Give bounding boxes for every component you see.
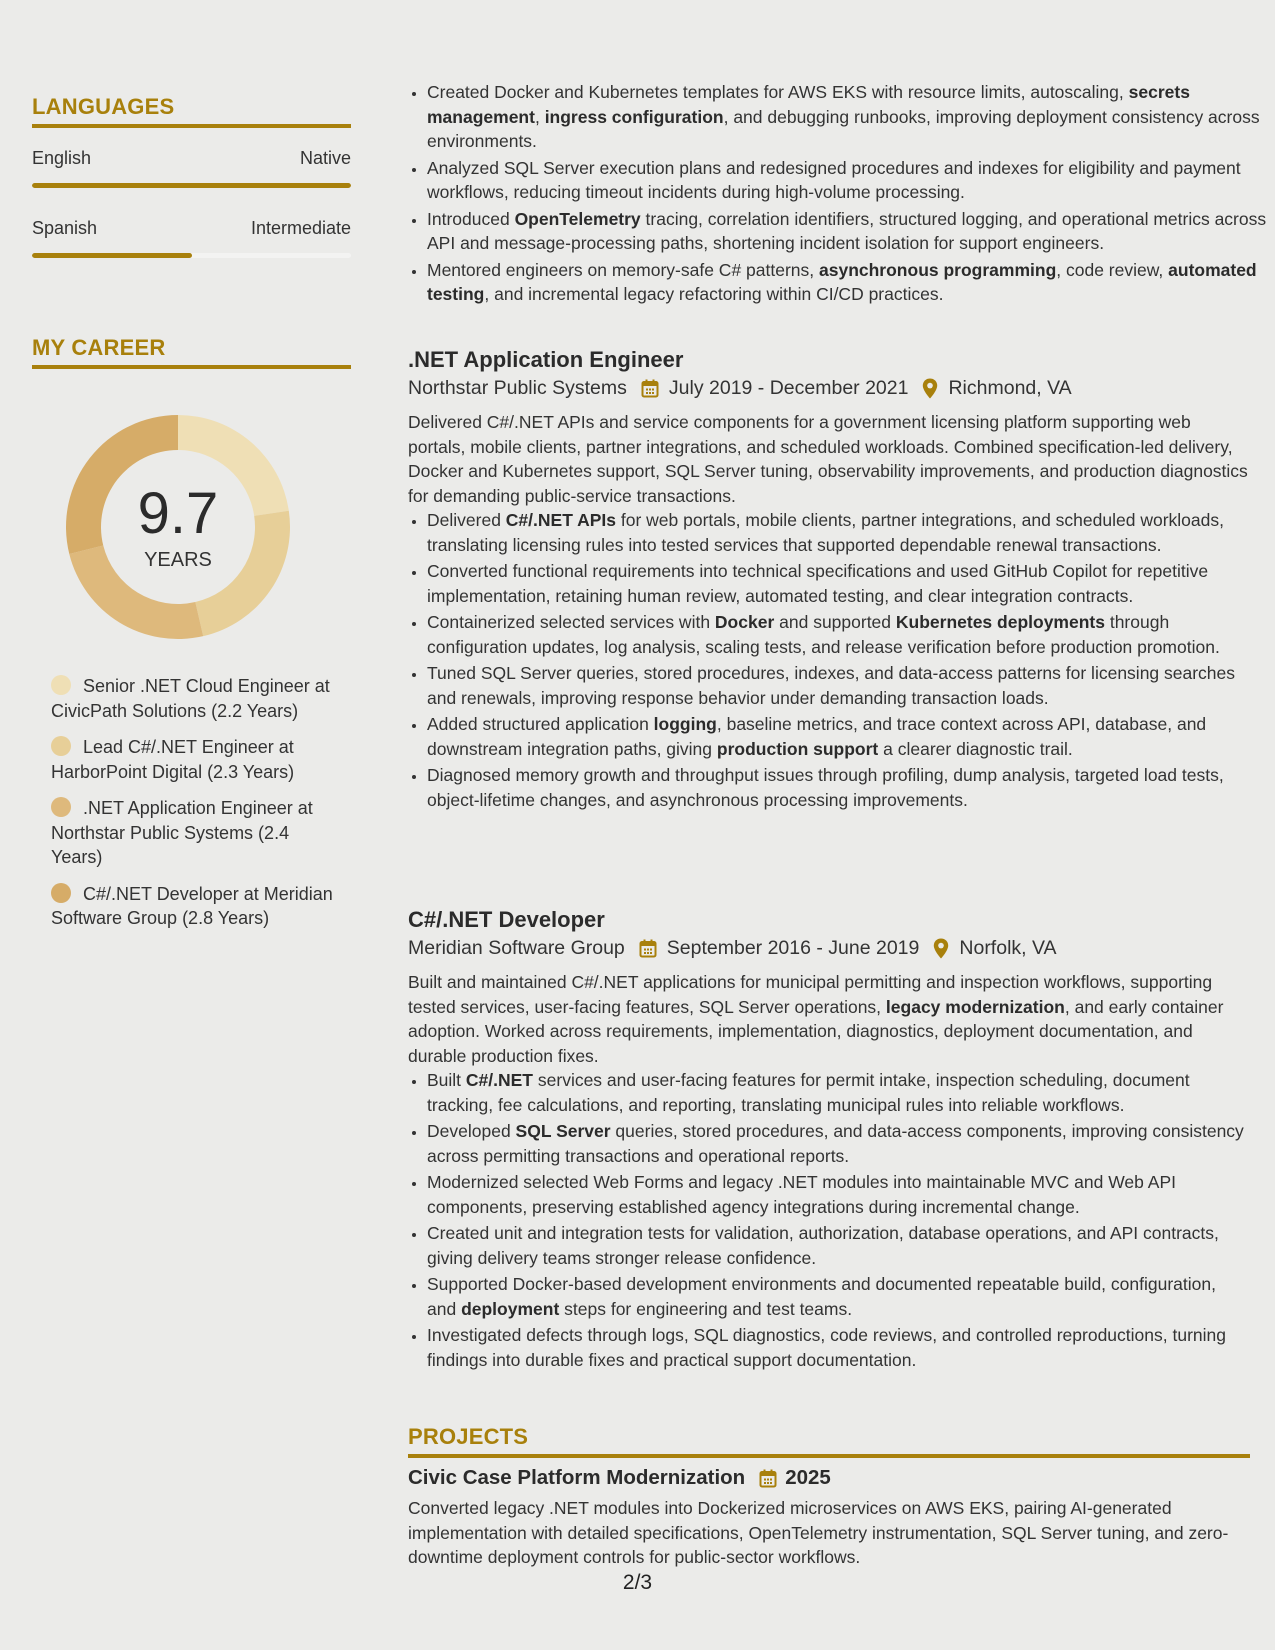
job-meta [408,377,1250,400]
job-dates: September 2016 - June 2019 [666,937,920,959]
languages-section [32,94,351,258]
job-bullets [408,1068,1250,1372]
career-legend [51,674,341,943]
language-item [32,218,351,258]
language-item [32,148,351,188]
job-bullets [408,508,1250,812]
legend-label: .NET Application Engineer at Northstar Public Systems (2.4 Years) [51,798,313,867]
bullet-item: • Created Docker and Kubernetes templates for AWS EKS with resource limits, autoscaling, secrets management, ingress configuration, and debugging runbooks, improving deployment consistency across environments. [427,80,1269,154]
bullet-item: • Containerized selected services with Docker and supported Kubernetes deployments through configuration updates, log analysis, scaling tests, and release verification before production promotion. [427,610,1250,659]
bullet-item: • Mentored engineers on memory-safe C# patterns, asynchronous programming, code review, automated testing, and incremental legacy refactoring within CI/CD practices. [427,258,1269,307]
project-name: Civic Case Platform Modernization [408,1466,746,1489]
legend-label: Senior .NET Cloud Engineer at CivicPath Solutions (2.2 Years) [51,676,330,721]
language-proficiency-fill [32,183,351,188]
legend-item [51,674,341,723]
job-location: Norfolk, VA [959,937,1057,959]
total-years-unit: YEARS [144,549,212,571]
donut-center [66,415,290,639]
legend-item [51,796,341,870]
previous-job-bullets [408,80,1269,309]
map-pin-icon [922,378,938,399]
job-title: .NET Application Engineer [408,347,684,372]
projects-section [408,1424,1250,1570]
project-description: Converted legacy .NET modules into Dockerized microservices on AWS EKS, pairing AI-generated implementation with detailed specifications, OpenTelemetry instrumentation, SQL Server tuning, and zero-downtime deployment controls for public-sector workflows. [408,1498,1229,1567]
career-section [32,335,351,369]
project-entry [408,1466,1250,1570]
legend-label: C#/.NET Developer at Meridian Software Group (2.8 Years) [51,883,333,928]
bullet-item: • Developed SQL Server queries, stored procedures, and data-access components, improving consistency across permitting transactions and operational reports. [427,1119,1250,1168]
job-entry [408,347,1250,814]
project-header [408,1466,1250,1490]
bullet-item: • Added structured application logging, baseline metrics, and trace context across API, database, and downstream integration paths, giving production support a clearer diagnostic trail. [427,712,1250,761]
legend-swatch [51,736,71,756]
legend-item [51,735,341,784]
bullet-item: • Analyzed SQL Server execution plans and redesigned procedures and indexes for eligibility and payment workflows, reducing timeout incidents during high-volume processing. [427,156,1269,205]
career-donut-chart [66,415,290,639]
language-level: Native [299,148,351,168]
language-name: English [32,148,92,168]
bullet-item: • Delivered C#/.NET APIs for web portals, mobile clients, partner integrations, and scheduled workloads, translating licensing rules into tested services that supported dependable renewal transactions. [427,508,1250,557]
calendar-icon [759,1469,777,1488]
language-name: Spanish [32,218,98,238]
projects-heading: PROJECTS [408,1424,1250,1458]
project-year: 2025 [785,1466,831,1489]
legend-swatch [51,797,71,817]
job-title: C#/.NET Developer [408,907,605,932]
language-proficiency-bar [32,253,351,258]
language-proficiency-bar [32,183,351,188]
bullet-item: • Diagnosed memory growth and throughput issues through profiling, dump analysis, targeted load tests, object-lifetime changes, and asynchronous processing improvements. [427,763,1250,812]
job-dates: July 2019 - December 2021 [668,377,909,399]
bullet-item: • Converted functional requirements into technical specifications and used GitHub Copilot for repetitive implementation, retaining human review, automated testing, and clear integration contracts. [427,559,1250,608]
job-meta [408,937,1250,960]
company-name: Meridian Software Group [408,937,625,959]
legend-swatch [51,675,71,695]
job-entry [408,907,1250,1374]
bullet-item: • Created unit and integration tests for validation, authorization, database operations, and API contracts, giving delivery teams stronger release confidence. [427,1221,1250,1270]
bullet-item: • Tuned SQL Server queries, stored procedures, indexes, and data-access patterns for licensing searches and renewals, improving response behavior under demanding transaction loads. [427,661,1250,710]
total-years-value: 9.7 [137,481,219,546]
job-summary: Built and maintained C#/.NET applications for municipal permitting and inspection workflows, supporting tested services, user-facing features, SQL Server operations, legacy modernization, and early container adoption. Worked across requirements, implementation, diagnostics, deployment documentation, and durable production fixes. [408,972,1224,1066]
bullet-item: • Introduced OpenTelemetry tracing, correlation identifiers, structured logging, and operational metrics across API and message-processing paths, shortening incident isolation for support engineers. [427,207,1269,256]
page-number: 2/3 [622,1571,653,1594]
company-name: Northstar Public Systems [408,377,627,399]
calendar-icon [641,379,659,398]
calendar-icon [639,939,657,958]
bullet-item: • Investigated defects through logs, SQL diagnostics, code reviews, and controlled reproductions, turning findings into durable fixes and practical support documentation. [427,1323,1250,1372]
job-location: Richmond, VA [948,377,1072,399]
bullet-item: • Built C#/.NET services and user-facing features for permit intake, inspection scheduling, document tracking, fee calculations, and reporting, translating municipal rules into reliable workflows. [427,1068,1250,1117]
job-summary: Delivered C#/.NET APIs and service components for a government licensing platform supporting web portals, mobile clients, partner integrations, and scheduled workloads. Combined specification-led delivery, Docker and Kubernetes support, SQL Server tuning, observability improvements, and production diagnostics for demanding public-service transactions. [408,412,1248,506]
language-level: Intermediate [250,218,351,238]
legend-item [51,882,341,931]
bullet-item: • Supported Docker-based development environments and documented repeatable build, configuration, and deployment steps for engineering and test teams. [427,1272,1250,1321]
map-pin-icon [933,938,949,959]
legend-label: Lead C#/.NET Engineer at HarborPoint Digital (2.3 Years) [51,737,295,782]
career-heading: MY CAREER [32,335,351,369]
language-proficiency-fill [32,253,192,258]
legend-swatch [51,883,71,903]
languages-heading: LANGUAGES [32,94,351,128]
bullet-item: • Modernized selected Web Forms and legacy .NET modules into maintainable MVC and Web API components, preserving established agency integrations during incremental change. [427,1170,1250,1219]
